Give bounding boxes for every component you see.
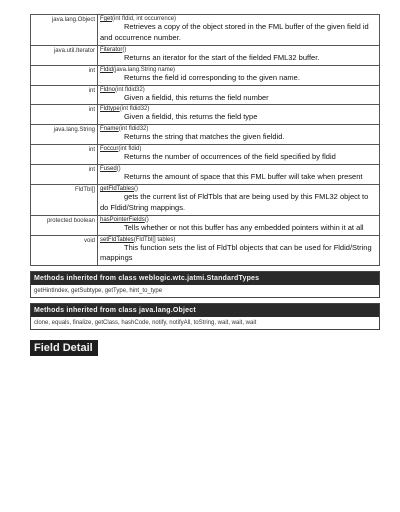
method-description: Given a fieldid, this returns the field number — [124, 92, 269, 102]
method-description: Given a fieldid, this returns the field type — [124, 112, 258, 122]
method-params: (int fldid32) — [119, 106, 150, 113]
method-return-type: java.lang.Object — [31, 15, 98, 46]
method-params: (int fldid32) — [118, 126, 149, 133]
method-params: () — [134, 185, 139, 192]
field-detail-heading: Field Detail — [30, 340, 98, 356]
method-row — [31, 215, 380, 235]
method-params: () — [122, 46, 127, 53]
method-link[interactable]: Fget — [100, 16, 113, 22]
method-return-type: protected boolean — [31, 215, 98, 235]
inherited-object — [30, 303, 380, 330]
method-link[interactable]: Foccur — [100, 146, 119, 153]
method-return-type: java.lang.String — [31, 125, 98, 145]
method-link[interactable]: Fname — [100, 126, 119, 133]
inherited-heading: Methods inherited from class weblogic.wtc.jatmi.StandardTypes — [31, 272, 379, 285]
method-params: (int fldid, int occurrence) — [112, 16, 177, 22]
method-link[interactable]: getFldTables — [100, 185, 135, 192]
method-description: Returns an iterator for the start of the fielded FML32 buffer. — [124, 52, 320, 62]
method-cell — [98, 235, 380, 266]
method-description: Returns the amount of space that this FML buffer will take when present — [124, 172, 363, 181]
method-cell — [98, 125, 380, 145]
method-cell — [98, 165, 380, 185]
method-description: Retrieves a copy of the object stored in the FML buffer of the given field id and occurrence number. — [100, 22, 369, 42]
method-rows — [31, 15, 380, 266]
method-return-type: int — [31, 165, 98, 185]
method-params: (int fldid32) — [115, 86, 145, 93]
method-return-type: int — [31, 145, 98, 165]
method-link[interactable]: hasPointerFields — [100, 216, 145, 223]
method-summary-table — [30, 14, 380, 266]
method-cell — [98, 105, 380, 125]
method-link[interactable]: setFldTables — [100, 236, 134, 243]
method-return-type: int — [31, 105, 98, 125]
method-row — [31, 45, 380, 65]
method-link[interactable]: Fldtype — [100, 106, 120, 113]
method-params: (int fldid) — [118, 146, 142, 153]
method-link[interactable]: Fused — [100, 166, 117, 172]
method-description: Returns the string that matches the given fieldid. — [124, 132, 285, 142]
method-row — [31, 125, 380, 145]
method-row — [31, 15, 380, 46]
method-return-type: java.util.Iterator — [31, 45, 98, 65]
method-row — [31, 105, 380, 125]
method-params: (java.lang.String name) — [113, 66, 176, 73]
method-row — [31, 235, 380, 266]
method-row — [31, 65, 380, 85]
inherited-methods-list[interactable]: clone, equals, finalize, getClass, hashCode, notify, notifyAll, toString, wait, wait, wait — [34, 320, 257, 327]
method-link[interactable]: Fldid — [100, 66, 114, 73]
method-return-type: void — [31, 235, 98, 266]
method-params: () — [116, 166, 121, 172]
method-cell — [98, 145, 380, 165]
inherited-standardtypes — [30, 271, 380, 298]
method-link[interactable]: Fldno — [100, 86, 116, 93]
method-params: (FldTbl[] tables) — [133, 236, 176, 243]
method-description: gets the current list of FldTbls that are being used by this FML32 object to do Fldid/String mappings. — [100, 191, 369, 212]
method-row — [31, 85, 380, 105]
method-params: () — [144, 216, 149, 223]
method-description: Returns the field id corresponding to the given name. — [124, 72, 300, 82]
inherited-heading: Methods inherited from class java.lang.Object — [31, 304, 379, 317]
method-cell — [98, 215, 380, 235]
method-row — [31, 165, 380, 185]
method-description: Returns the number of occurrences of the field specified by fldid — [124, 152, 336, 162]
method-cell — [98, 85, 380, 105]
method-cell — [98, 45, 380, 65]
method-link[interactable]: Fiterator — [100, 46, 123, 53]
method-return-type: int — [31, 65, 98, 85]
javadoc-page — [30, 14, 380, 356]
method-row — [31, 184, 380, 215]
method-return-type: FldTbl[] — [31, 184, 98, 215]
method-return-type: int — [31, 85, 98, 105]
method-cell — [98, 65, 380, 85]
method-cell — [98, 15, 380, 46]
method-description: This function sets the list of FldTbl objects that can be used for Fldid/String mappings — [100, 242, 372, 263]
method-row — [31, 145, 380, 165]
method-description: Tells whether or not this buffer has any embedded pointers within it at all — [124, 222, 364, 232]
method-cell — [98, 184, 380, 215]
inherited-methods-list[interactable]: getHintIndex, getSubtype, getType, hint_to_type — [34, 288, 163, 295]
